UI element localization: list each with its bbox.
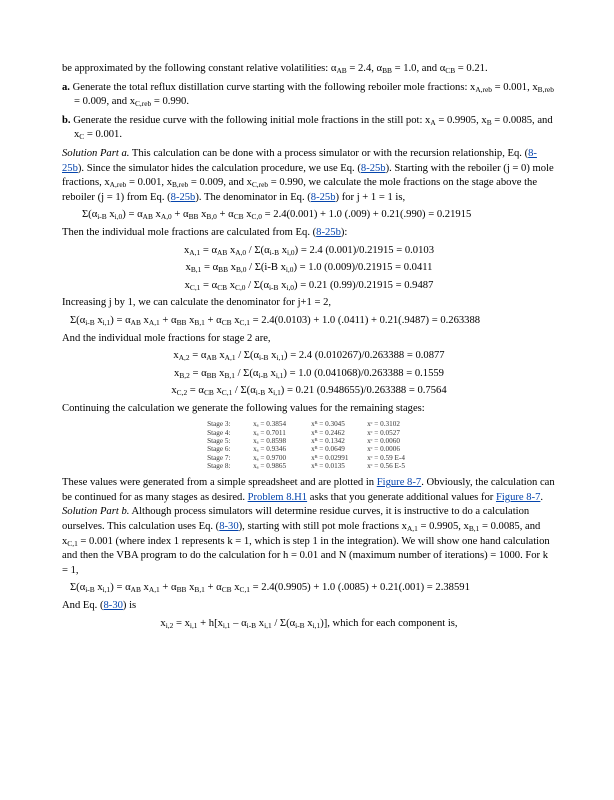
stage-label: Stage 3: <box>207 420 231 429</box>
text-continuing: Continuing the calculation we generate the following values for the remaining stages: <box>62 402 425 414</box>
stage-label: Stage 6: <box>207 445 231 454</box>
xb-value: xᴮ = 0.3045 <box>311 420 345 429</box>
equation-xc2: $x_{C,2} = \alpha_{CB}$ $x_{C,1} / \Sigma(\alpha_{i-B}$ $x_{i,1}) = 0.21$ (0.948655)/0.263388 = 0.7564 <box>171 385 447 398</box>
part-a-question: a. Generate the total reflux distillation curve starting with the following reboiler mole fractions: $x_{A,reb} = 0.001$, $x_{B,reb} = 0.009$, and $x_{C,reb} = 0.990$. <box>62 81 554 109</box>
text-increasing-j: Increasing j by 1, we can calculate the denominator for j+1 = 2, <box>62 297 332 309</box>
eq-8-25b-link[interactable]: 8-25b <box>62 147 537 174</box>
figure-8-7-link[interactable]: Figure 8-7 <box>376 477 422 489</box>
table-row <box>207 445 411 453</box>
xc-value: xᶜ = 0.59 E-4 <box>367 453 405 462</box>
part-b-label: b. <box>62 114 71 126</box>
stage-label: Stage 8: <box>207 461 231 470</box>
xb-value: xᴮ = 0.0135 <box>311 461 345 470</box>
solution-a-label: Solution Part a. <box>62 147 130 159</box>
part-b-question: b. Generate the residue curve with the following initial mole fractions in the still pot: $x_A = 0.9905$, $x_B = 0.0085$, and $x_C = 0.001$. <box>62 114 553 142</box>
text-spreadsheet: These values were generated from a simple spreadsheet and are plotted in Figure 8-7. Obviously, the calculation can be continued for as many stages as desired. Problem 8.H1 asks that you generate additional values for Figure 8-7. <box>62 477 555 503</box>
eq-8-25b-link[interactable]: 8-25b <box>310 191 336 203</box>
table-row <box>207 454 411 462</box>
stage-label: Stage 7: <box>207 453 231 462</box>
part-a-label: a. <box>62 81 70 93</box>
table-row <box>207 420 411 428</box>
xc-value: xᶜ = 0.0527 <box>367 428 400 437</box>
equation-residue-denominator: $\Sigma(\alpha_{i-B}$ $x_{i,1}) = \alpha_{AB}$ $x_{A,1} + \alpha_{BB}$ $x_{B,1} + \alpha_{CB}$ $x_{C,1} = 2.4(0.9905) + 1.0$ (.0085) + 0.21(.001) = 2.38591 <box>70 582 470 595</box>
xa-value: xₐ = 0.9700 <box>253 453 287 462</box>
eq-8-30-link[interactable]: 8-30 <box>219 521 239 533</box>
eq-8-25b-link[interactable]: 8-25b <box>360 162 386 174</box>
figure-8-7-link[interactable]: Figure 8-7 <box>495 491 541 503</box>
table-row <box>207 437 411 445</box>
solution-b-label: Solution Part b. <box>62 506 130 518</box>
eq-8-25b-link[interactable]: 8-25b <box>316 226 341 238</box>
text-individual-mole-fractions: Then the individual mole fractions are calculated from Eq. (8-25b): <box>62 226 348 238</box>
eq-8-25b-link[interactable]: 8-25b <box>170 191 196 203</box>
equation-denominator-stage-1: $\Sigma(\alpha_{i-B}$ $x_{i,0}) = \alpha_{AB}$ $x_{A,0} + \alpha_{BB}$ $x_{B,0} + \alpha_{CB}$ $x_{C,0} = 2.4(0.001) + 1.0$ (.009) + 0.21(.990) = 0.21915 <box>82 209 472 222</box>
xc-value: xᶜ = 0.0060 <box>367 437 400 446</box>
text-and-eq: And Eq. (8-30) is <box>62 600 137 611</box>
equation-xb2: $x_{B,2} = \alpha_{BB}$ $x_{B,1} / \Sigma(\alpha_{i-B}$ $x_{i,1}) = 1.0$ (0.041068)/0.263388 = 0.1559 <box>174 367 444 380</box>
problem-8-h1-link[interactable]: Problem 8.H1 <box>247 491 308 503</box>
xa-value: xₐ = 0.9346 <box>253 445 287 454</box>
xc-value: xᶜ = 0.3102 <box>367 420 400 429</box>
table-row <box>207 429 411 437</box>
xa-value: xₐ = 0.8598 <box>253 437 287 446</box>
xa-value: xₐ = 0.9865 <box>253 461 287 470</box>
equation-xc1: $x_{C,1} = \alpha_{CB}$ $x_{C,0} / \Sigma(\alpha_{i-B}$ $x_{i,0}) = 0.21$ (0.99)/0.21915 = 0.9487 <box>184 279 434 292</box>
xc-value: xᶜ = 0.56 E-5 <box>367 461 405 470</box>
text-stage-2: And the individual mole fractions for stage 2 are, <box>62 332 271 344</box>
intro-paragraph: be approximated by the following constant relative volatilities: $\alpha_{AB} = 2.4$, $\alpha_{BB} = 1.0$, and $\alpha_{CB} = 0.21$. <box>62 63 488 75</box>
equation-xb1: $x_{B,1} = \alpha_{BB}$ $x_{B,0} / \Sigma(i-B$ $x_{i,0}) = 1.0$ (0.009)/0.21915 = 0.0411 <box>185 262 433 275</box>
equation-xa1: $x_{A,1} = \alpha_{AB}$ $x_{A,0} / \Sigma(\alpha_{i-B}$ $x_{i,0}) = 2.4$ (0.001)/0.21915 = 0.0103 <box>184 244 434 257</box>
xb-value: xᴮ = 0.0649 <box>311 445 345 454</box>
stage-label: Stage 5: <box>207 437 231 446</box>
table-row <box>207 462 411 470</box>
stage-values-table <box>207 420 411 470</box>
equation-residue-step: $x_{i,2} = x_{i,1} + h[x_{i,1} - \alpha_{i-B}$ $x_{i,1} / \Sigma(\alpha_{i-B}$ $x_{i,1}$)], which for each component is, <box>160 617 458 630</box>
xb-value: xᴮ = 0.02991 <box>311 453 349 462</box>
xb-value: xᴮ = 0.2462 <box>311 428 345 437</box>
xa-value: xₐ = 0.7011 <box>253 428 286 437</box>
xb-value: xᴮ = 0.1342 <box>311 437 345 446</box>
xc-value: xᶜ = 0.0006 <box>367 445 400 454</box>
eq-8-30-link[interactable]: 8-30 <box>103 600 123 611</box>
equation-denominator-stage-2: $\Sigma(\alpha_{i-B}$ $x_{i,1}) = \alpha_{AB}$ $x_{A,1} + \alpha_{BB}$ $x_{B,1} + \alpha_{CB}$ $x_{C,1} = 2.4(0.0103) + 1.0$ (.0411) + 0.21(.9487) = 0.263388 <box>70 314 481 327</box>
xa-value: xₐ = 0.3854 <box>253 420 287 429</box>
document-page <box>62 62 556 634</box>
solution-a-paragraph: Solution Part a. This calculation can be done with a process simulator or with the recursion relationship, Eq. (8-25b). Since the simulator hides the calculation procedure, we use Eq. (8-25b). Starting with the reboiler (j = 0) mole fractions, $x_{A,reb} = 0.001$, $x_{B,reb} = 0.009$, and $x_{C,reb} = 0.990$, we calculate the mole fractions on the stage above the reboiler (j = 1) from Eq. (8-25b). The denominator in Eq. (8-25b) for j + 1 = 1 is, <box>62 147 554 203</box>
equation-xa2: $x_{A,2} = \alpha_{AB}$ $x_{A,1} / \Sigma(\alpha_{i-B}$ $x_{i,1}) = 2.4$ (0.010267)/0.263388 = 0.0877 <box>173 350 445 363</box>
solution-b-paragraph: Solution Part b. Although process simulators will determine residue curves, it is instructive to do a calculation ourselves. This calculation uses Eq. (8-30), starting with still pot mole fractions $x_{A,1} = 0.9905$, $x_{B,1} = 0.0085$, and $x_{C,1} = 0.001$ (where index 1 represents k = 1, which is step 1 in the integration). We will show one hand calculation and then the VBA program to do the calculation for h = 0.01 and N (maximum number of iterations) = 1000. For k = 1, <box>62 506 550 576</box>
stage-label: Stage 4: <box>207 428 231 437</box>
